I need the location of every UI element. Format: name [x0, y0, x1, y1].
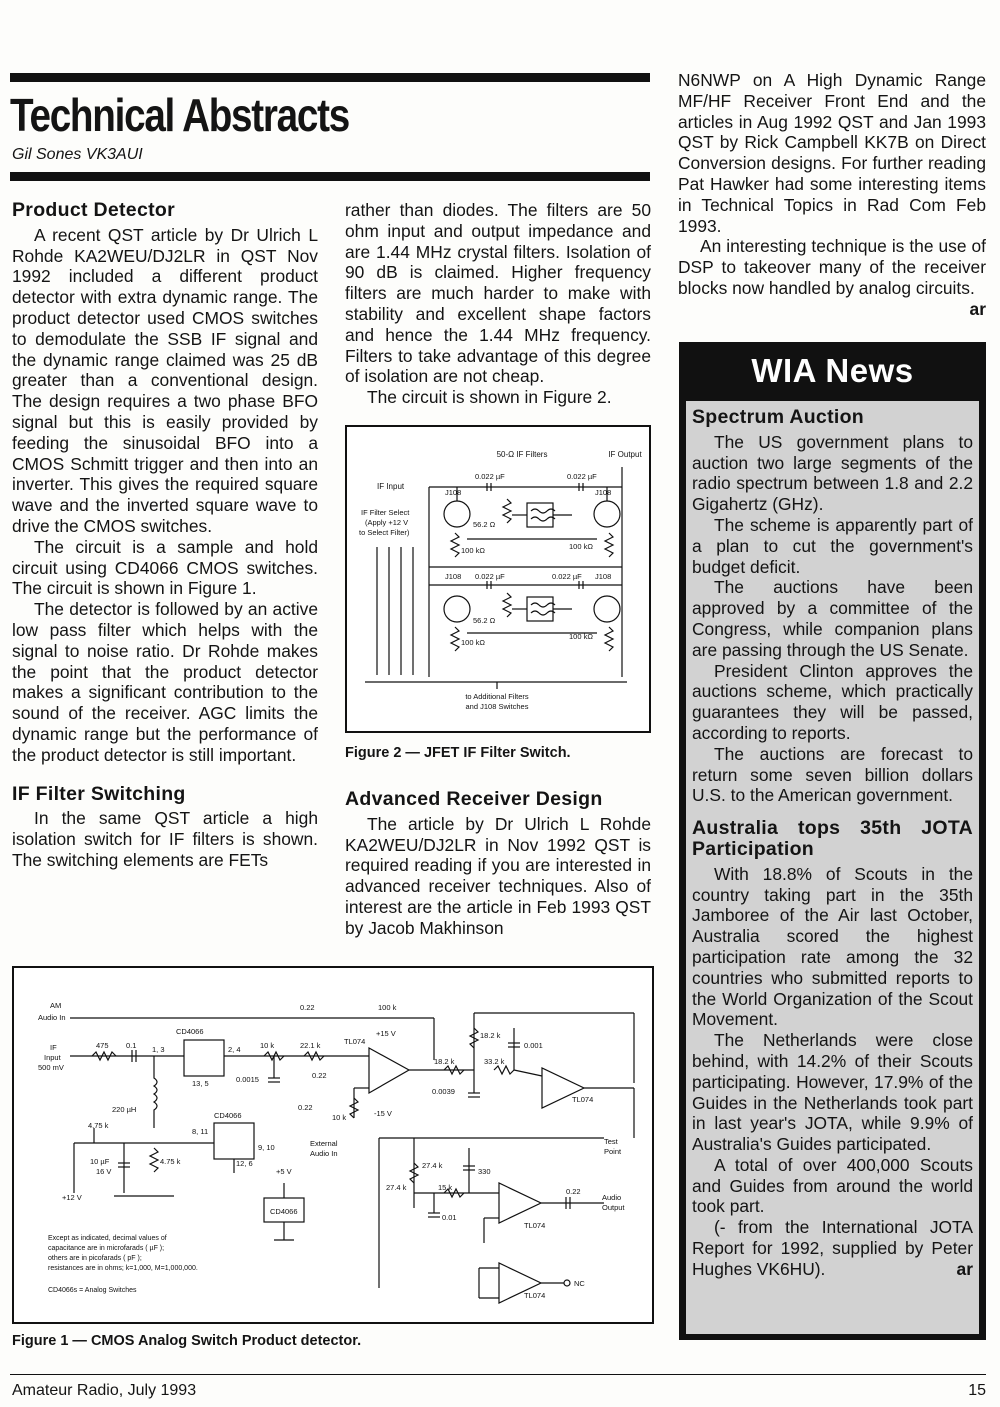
fig1-c330: 330: [478, 1167, 491, 1176]
wia-sign-off-ar: ar: [956, 1258, 973, 1279]
jota-para-3: A total of over 400,000 Scouts and Guides from around the world took part.: [692, 1154, 973, 1217]
figure-2-box: [345, 425, 651, 733]
fig1-plus12: +12 V: [62, 1193, 82, 1202]
fig1-r182k-b: 18.2 k: [434, 1057, 455, 1066]
fig1-note-5: CD4066s = Analog Switches: [48, 1287, 137, 1294]
fig1-audio-out-2: Output: [602, 1203, 625, 1212]
fig1-c001: 0.001: [524, 1041, 543, 1050]
fig1-pins-910: 9, 10: [258, 1143, 275, 1152]
fig1-c0015: 0.0015: [236, 1075, 259, 1084]
fig2-cap-label: 0.022 µF: [552, 572, 582, 581]
fig1-r10k: 10 k: [260, 1041, 275, 1050]
product-detector-para-3: The detector is followed by an active low pass filter which helps with the signal to noise ratio. Dr Rohde makes the point that the product detector makes a significant contribution to the sound of the receiver. AGC limits the dynamic range but the performance of the product detector is still important.: [12, 599, 318, 765]
jota-para-1: With 18.8% of Scouts in the country taking part in the 35th Jamboree of the Air last October, Australia scored the highest participation rate among the 32 countries who submitted reports to the World Organization of the Scout Movement.: [692, 863, 973, 1030]
page-title: Technical Abstracts: [10, 89, 349, 141]
fig1-r182k-a: 18.2 k: [480, 1031, 501, 1040]
fig2-filter-select-2: (Apply +12 V: [365, 518, 409, 527]
spectrum-para-3: The auctions have been approved by a committee of the Congress, while companion plans are passing through the US Senate.: [692, 577, 973, 660]
fig1-r15k: 15 k: [438, 1183, 453, 1192]
fig2-j108-label: J108: [445, 488, 462, 497]
fig1-r100k: 100 k: [378, 1003, 397, 1012]
fig1-test-point-1: Test: [604, 1137, 618, 1146]
fig1-if-input-3: 500 mV: [38, 1063, 64, 1072]
wia-news-title: WIA News: [751, 352, 914, 389]
fig2-r100k-label: 100 kΩ: [569, 632, 593, 641]
if-filter-para-cont: rather than diodes. The filters are 50 ohm input and output impedance and are 1.44 MHz crystal filters. Isolation of 90 dB is claimed. Higher frequency filters are much harder to make with stability and excellent shape factors and hence the 1.44 MHz frequency. Filters to take advantage of this degree of isolation are not cheap.: [345, 200, 651, 387]
jota-para-2: The Netherlands were close behind, with 14.2% of their Scouts participating. However, 17.9% of the Guides in the Netherlands took part in last year's JOTA, while 9.9% of Australia's Guides participated.: [692, 1030, 973, 1155]
fig1-ext-audio-2: Audio In: [310, 1149, 338, 1158]
if-filter-heading: IF Filter Switching: [12, 782, 186, 805]
fig1-test-point-2: Point: [604, 1147, 622, 1156]
column-left: [12, 200, 318, 871]
fig1-minus15: -15 V: [374, 1109, 392, 1118]
fig1-r274k-b: 27.4 k: [386, 1183, 407, 1192]
fig1-pins-13: 1, 3: [152, 1045, 165, 1054]
fig1-c022d: 0.22: [566, 1187, 581, 1196]
fig1-pins-811: 8, 11: [192, 1127, 209, 1136]
fig2-r100k-label: 100 kΩ: [461, 638, 485, 647]
product-detector-para-2: The circuit is a sample and hold circuit using CD4066 CMOS switches. The circuit is shown in Figure 1.: [12, 536, 318, 599]
fig1-c01b: 0.01: [442, 1213, 457, 1222]
advanced-receiver-para-2: An interesting technique is the use of DSP to takeover many of the receiver blocks now handled by analog circuits. ar: [678, 236, 986, 319]
fig1-nc: NC: [574, 1279, 585, 1288]
fig1-l220: 220 µH: [112, 1105, 137, 1114]
fig1-tl074-4: TL074: [524, 1291, 546, 1300]
fig1-pins-24: 2, 4: [228, 1045, 241, 1054]
spectrum-para-5: The auctions are forecast to return some seven billion dollars U.S. to the American government.: [692, 743, 973, 806]
fig2-if-filters-label: 50-Ω IF Filters: [496, 450, 548, 459]
advanced-receiver-section: [345, 789, 651, 939]
figure-2-schematic: [347, 427, 649, 731]
wia-news-box: [679, 342, 986, 1340]
fig1-am-audio-1: AM: [50, 1001, 62, 1010]
fig2-j108-label: J108: [595, 572, 612, 581]
fig1-note-4: resistances are in ohms; k=1,000, M=1,000,000.: [48, 1265, 198, 1272]
header-rule-bottom: [10, 172, 650, 181]
fig1-audio-out-1: Audio: [602, 1193, 622, 1202]
fig2-r100k-label: 100 kΩ: [569, 542, 593, 551]
column-middle: [345, 200, 651, 408]
figure-1-caption: Figure 1 — CMOS Analog Switch Product detector.: [12, 1333, 362, 1349]
fig2-if-output-label: IF Output: [608, 450, 642, 459]
fig1-r475k-b: 4.75 k: [160, 1157, 181, 1166]
fig1-v16: 16 V: [96, 1167, 112, 1176]
fig2-if-input-label: IF Input: [377, 482, 405, 491]
fig1-cd4066-b: CD4066: [214, 1111, 242, 1120]
spectrum-para-2: The scheme is apparently part of a plan to cut the government's budget deficit.: [692, 514, 973, 577]
author-byline: Gil Sones VK3AUI: [12, 146, 143, 163]
fig2-filter-select-1: IF Filter Select: [361, 508, 410, 517]
fig2-footer-2: and J108 Switches: [465, 702, 529, 711]
fig1-c10uf: 10 µF: [90, 1157, 110, 1166]
advanced-receiver-para: The article by Dr Ulrich L Rohde KA2WEU/DJ2LR in Nov 1992 QST is required reading if you are interested in advanced receiver techniques. Also of interest are the article in Feb 1993 QST by Jacob Makhinson: [345, 813, 651, 938]
fig1-tl074-1: TL074: [344, 1037, 366, 1046]
footer-rule: [10, 1374, 986, 1375]
fig1-cd4066: CD4066: [176, 1027, 204, 1036]
fig1-note-3: others are in picofarads ( pF );: [48, 1255, 142, 1262]
fig1-tl074-3: TL074: [524, 1221, 546, 1230]
fig2-cap-label: 0.022 µF: [475, 472, 505, 481]
fig2-filter-select-3: to Select Filter): [359, 528, 410, 537]
jota-para-4: (- from the International JOTA Report for 1992, supplied by Peter Hughes VK6HU). ar: [692, 1217, 973, 1279]
fig1-r10k-b: 10 k: [332, 1113, 347, 1122]
fig1-c00039: 0.0039: [432, 1087, 455, 1096]
fig2-j108-label: J108: [445, 572, 462, 581]
fig1-note-2: capacitance are in microfarads ( µF );: [48, 1245, 165, 1252]
fig1-c022a: 0.22: [300, 1003, 315, 1012]
sign-off-ar: ar: [969, 298, 986, 319]
advanced-receiver-heading: Advanced Receiver Design: [345, 788, 603, 810]
fig1-if-input-2: Input: [44, 1053, 61, 1062]
jota-heading: Australia tops 35th JOTA Participation: [692, 817, 973, 860]
fig1-plus15: +15 V: [376, 1029, 396, 1038]
fig1-am-audio-2: Audio In: [38, 1013, 66, 1022]
fig1-r274k-a: 27.4 k: [422, 1161, 443, 1170]
fig1-c01: 0.1: [126, 1041, 137, 1050]
spectrum-para-4: President Clinton approves the auctions scheme, which practically guarantees they will be passed, according to reports.: [692, 660, 973, 743]
fig1-cd4066-c: CD4066: [270, 1207, 298, 1216]
fig2-cap-label: 0.022 µF: [567, 472, 597, 481]
if-filter-para-2: The circuit is shown in Figure 2.: [367, 387, 612, 408]
fig1-tl074-2: TL074: [572, 1095, 594, 1104]
spectrum-auction-heading: Spectrum Auction: [692, 406, 865, 428]
figure-1-schematic: [14, 968, 652, 1322]
fig1-r475k-a: 4.75 k: [88, 1121, 109, 1130]
fig1-if-input-1: IF: [50, 1043, 57, 1052]
fig2-r100k-label: 100 kΩ: [461, 546, 485, 555]
product-detector-para-1: A recent QST article by Dr Ulrich L Rohde KA2WEU/DJ2LR in QST Nov 1992 included a different product detector with extra dynamic range. The product detector used CMOS switches to demodulate the SSB IF signal and the dynamic range claimed was 25 dB greater than a conventional design. The design requires a two phase BFO signal but this is easily provided by feeding the sinusoidal BFO into a CMOS Schmitt trigger and then into an inverter. This gives the required square wave and the inverted square wave to drive the CMOS switches.: [12, 224, 318, 536]
fig1-plus5: +5 V: [276, 1167, 292, 1176]
advanced-receiver-para-cont: N6NWP on A High Dynamic Range MF/HF Receiver Front End and the articles in Aug 1992 QST and Jan 1993 QST by Rick Campbell KK7B on Direct Conversion designs. For further reading Pat Hawker had some interesting items in Technical Topics in Rad Com Feb 1993.: [678, 70, 986, 236]
fig1-note-1: Except as indicated, decimal values of: [48, 1235, 167, 1242]
fig1-r332k: 33.2 k: [484, 1057, 505, 1066]
fig1-c022c: 0.22: [298, 1103, 313, 1112]
wia-news-content: [686, 401, 979, 1334]
fig1-r475: 475: [96, 1041, 109, 1050]
spectrum-para-1: The US government plans to auction two large segments of the radio spectrum between 1.8 and 2.2 Gigahertz (GHz).: [692, 431, 973, 515]
if-filter-para-start: In the same QST article a high isolation switch for IF filters is shown. The switching elements are FETs: [12, 808, 318, 870]
header-rule-top: [10, 73, 650, 82]
figure-1-box: [12, 966, 654, 1324]
column-right-top: [678, 70, 986, 320]
fig2-r562-label: 56.2 Ω: [473, 616, 496, 625]
fig1-pins-135: 13, 5: [192, 1079, 209, 1088]
fig1-c022b: 0.22: [312, 1071, 327, 1080]
fig1-pins-126: 12, 6: [236, 1159, 253, 1168]
fig2-r562-label: 56.2 Ω: [473, 520, 496, 529]
fig2-cap-label: 0.022 µF: [475, 572, 505, 581]
figure-2-caption: Figure 2 — JFET IF Filter Switch.: [345, 745, 571, 761]
footer-publication: Amateur Radio, July 1993: [12, 1382, 197, 1399]
product-detector-heading: Product Detector: [12, 199, 175, 221]
fig2-footer-1: to Additional Filters: [465, 692, 529, 701]
footer-page-number: 15: [968, 1382, 986, 1399]
fig1-r221k: 22.1 k: [300, 1041, 321, 1050]
fig2-j108-label: J108: [595, 488, 612, 497]
fig1-ext-audio-1: External: [310, 1139, 338, 1148]
